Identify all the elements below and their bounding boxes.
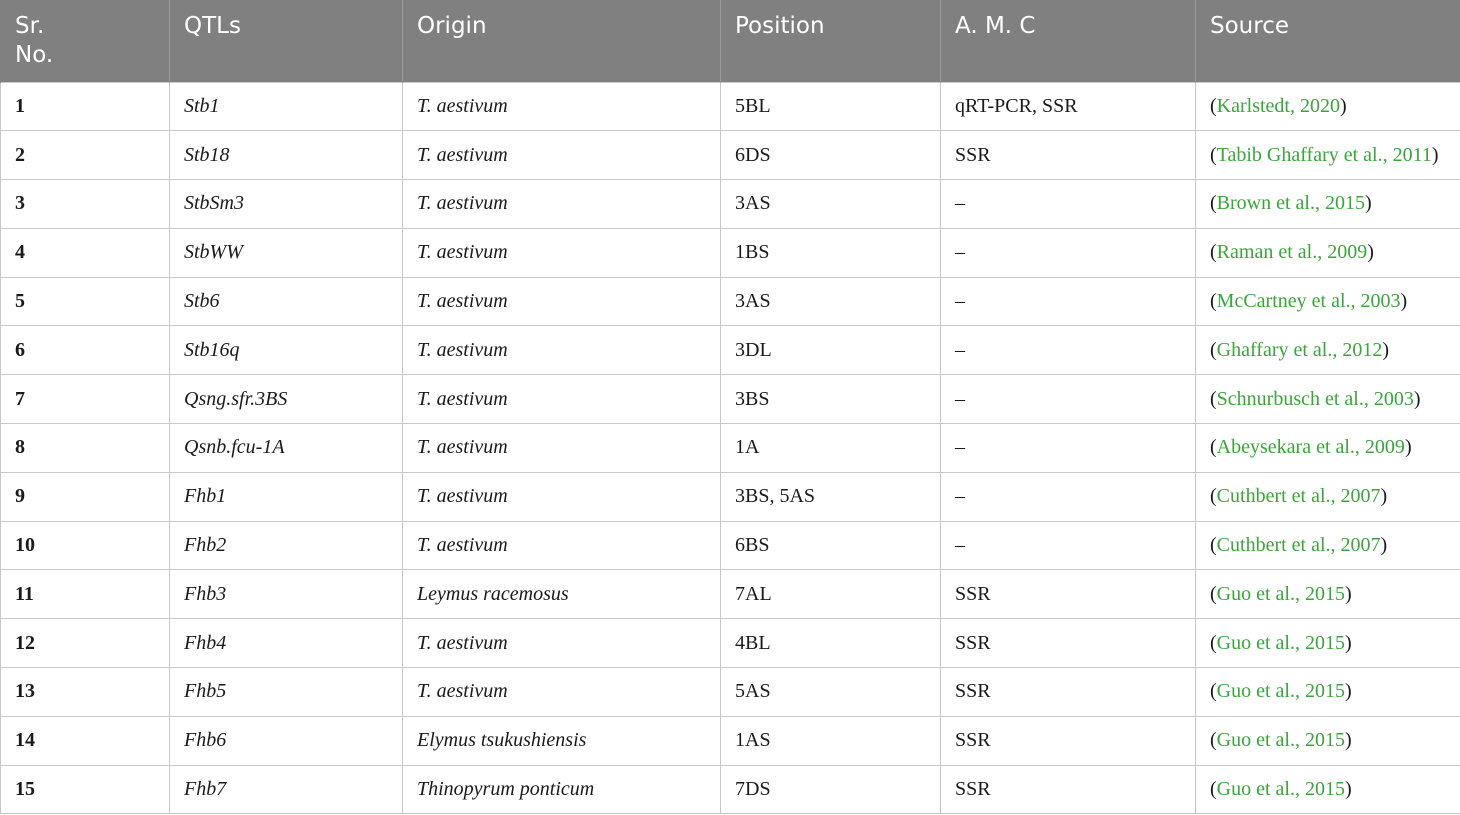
- citation-link[interactable]: McCartney et al., 2003: [1216, 290, 1401, 313]
- cell-origin: Thinopyrum ponticum: [403, 765, 721, 814]
- header-sr-line1: Sr.: [15, 13, 45, 39]
- cell-origin: T. aestivum: [403, 668, 721, 717]
- cell-sr-no: 11: [1, 570, 170, 619]
- cell-origin: T. aestivum: [403, 619, 721, 668]
- cell-qtl: Qsng.sfr.3BS: [170, 375, 403, 424]
- header-amc: A. M. C: [941, 0, 1196, 82]
- cell-source: (Guo et al., 2015): [1196, 619, 1460, 668]
- citation-link[interactable]: Guo et al., 2015: [1216, 680, 1345, 703]
- cell-qtl: Fhb5: [170, 668, 403, 717]
- cell-source: (Abeysekara et al., 2009): [1196, 424, 1460, 473]
- cell-source: (McCartney et al., 2003): [1196, 277, 1460, 326]
- cell-qtl: Fhb4: [170, 619, 403, 668]
- cell-source: (Cuthbert et al., 2007): [1196, 521, 1460, 570]
- citation-link[interactable]: Ghaffary et al., 2012: [1216, 338, 1383, 361]
- table-row: [1, 668, 1460, 717]
- table-header: [1, 0, 1460, 82]
- table-row: [1, 228, 1460, 277]
- cell-origin: T. aestivum: [403, 277, 721, 326]
- cell-sr-no: 9: [1, 472, 170, 521]
- table-row: [1, 570, 1460, 619]
- citation-link[interactable]: Brown et al., 2015: [1216, 192, 1365, 215]
- cell-origin: T. aestivum: [403, 82, 721, 131]
- cell-source: (Guo et al., 2015): [1196, 570, 1460, 619]
- cell-qtl: Stb16q: [170, 326, 403, 375]
- table-row: [1, 82, 1460, 131]
- citation-link[interactable]: Guo et al., 2015: [1216, 631, 1345, 654]
- cell-sr-no: 5: [1, 277, 170, 326]
- cell-origin: T. aestivum: [403, 131, 721, 180]
- cell-position: 7AL: [721, 570, 941, 619]
- table-row: [1, 375, 1460, 424]
- cell-amc: SSR: [941, 619, 1196, 668]
- cell-position: 3AS: [721, 277, 941, 326]
- cell-qtl: Stb6: [170, 277, 403, 326]
- table-row: [1, 326, 1460, 375]
- cell-qtl: StbSm3: [170, 180, 403, 229]
- cell-position: 4BL: [721, 619, 941, 668]
- cell-amc: –: [941, 521, 1196, 570]
- cell-amc: –: [941, 277, 1196, 326]
- cell-amc: –: [941, 472, 1196, 521]
- cell-sr-no: 10: [1, 521, 170, 570]
- cell-position: 6DS: [721, 131, 941, 180]
- table-row: [1, 424, 1460, 473]
- table-row: [1, 521, 1460, 570]
- table-row: [1, 131, 1460, 180]
- cell-source: (Guo et al., 2015): [1196, 765, 1460, 814]
- table-row: [1, 619, 1460, 668]
- cell-position: 3AS: [721, 180, 941, 229]
- cell-origin: T. aestivum: [403, 326, 721, 375]
- cell-qtl: Fhb1: [170, 472, 403, 521]
- header-qtls: QTLs: [170, 0, 403, 82]
- citation-link[interactable]: Abeysekara et al., 2009: [1216, 436, 1405, 459]
- cell-source: (Karlstedt, 2020): [1196, 82, 1460, 131]
- header-sr-no: [1, 0, 170, 82]
- header-row: [1, 0, 1460, 82]
- cell-amc: –: [941, 228, 1196, 277]
- cell-sr-no: 3: [1, 180, 170, 229]
- cell-position: 1AS: [721, 716, 941, 765]
- cell-source: (Guo et al., 2015): [1196, 716, 1460, 765]
- cell-qtl: Stb1: [170, 82, 403, 131]
- cell-origin: T. aestivum: [403, 521, 721, 570]
- cell-amc: –: [941, 375, 1196, 424]
- cell-origin: T. aestivum: [403, 228, 721, 277]
- header-origin: Origin: [403, 0, 721, 82]
- cell-qtl: Fhb2: [170, 521, 403, 570]
- table-row: [1, 472, 1460, 521]
- cell-amc: SSR: [941, 765, 1196, 814]
- cell-sr-no: 2: [1, 131, 170, 180]
- citation-link[interactable]: Guo et al., 2015: [1216, 582, 1345, 605]
- cell-source: (Guo et al., 2015): [1196, 668, 1460, 717]
- cell-qtl: Stb18: [170, 131, 403, 180]
- cell-position: 3BS, 5AS: [721, 472, 941, 521]
- citation-link[interactable]: Guo et al., 2015: [1216, 729, 1345, 752]
- cell-sr-no: 4: [1, 228, 170, 277]
- cell-sr-no: 1: [1, 82, 170, 131]
- cell-qtl: Fhb6: [170, 716, 403, 765]
- citation-link[interactable]: Schnurbusch et al., 2003: [1216, 387, 1414, 410]
- cell-amc: –: [941, 424, 1196, 473]
- cell-qtl: StbWW: [170, 228, 403, 277]
- cell-qtl: Fhb7: [170, 765, 403, 814]
- table-row: [1, 765, 1460, 814]
- cell-amc: SSR: [941, 131, 1196, 180]
- cell-source: (Ghaffary et al., 2012): [1196, 326, 1460, 375]
- citation-link[interactable]: Raman et al., 2009: [1216, 241, 1368, 264]
- cell-origin: T. aestivum: [403, 472, 721, 521]
- cell-sr-no: 14: [1, 716, 170, 765]
- cell-sr-no: 8: [1, 424, 170, 473]
- cell-position: 3BS: [721, 375, 941, 424]
- cell-sr-no: 6: [1, 326, 170, 375]
- cell-source: (Raman et al., 2009): [1196, 228, 1460, 277]
- cell-source: (Brown et al., 2015): [1196, 180, 1460, 229]
- cell-position: 5AS: [721, 668, 941, 717]
- cell-origin: Leymus racemosus: [403, 570, 721, 619]
- citation-link[interactable]: Guo et al., 2015: [1216, 778, 1345, 801]
- cell-source: (Schnurbusch et al., 2003): [1196, 375, 1460, 424]
- header-sr-line2: No.: [15, 42, 54, 68]
- citation-link[interactable]: Cuthbert et al., 2007: [1216, 485, 1381, 508]
- cell-amc: SSR: [941, 716, 1196, 765]
- cell-amc: SSR: [941, 668, 1196, 717]
- cell-sr-no: 13: [1, 668, 170, 717]
- cell-position: 6BS: [721, 521, 941, 570]
- header-position: Position: [721, 0, 941, 82]
- header-source: Source: [1196, 0, 1460, 82]
- cell-source: (Cuthbert et al., 2007): [1196, 472, 1460, 521]
- cell-amc: SSR: [941, 570, 1196, 619]
- cell-sr-no: 12: [1, 619, 170, 668]
- table-body: [1, 82, 1460, 814]
- citation-link[interactable]: Cuthbert et al., 2007: [1216, 534, 1381, 557]
- cell-position: 1A: [721, 424, 941, 473]
- cell-qtl: Fhb3: [170, 570, 403, 619]
- table-row: [1, 180, 1460, 229]
- cell-position: 7DS: [721, 765, 941, 814]
- cell-source: (Tabib Ghaffary et al., 2011): [1196, 131, 1460, 180]
- cell-qtl: Qsnb.fcu-1A: [170, 424, 403, 473]
- cell-sr-no: 7: [1, 375, 170, 424]
- cell-amc: qRT-PCR, SSR: [941, 82, 1196, 131]
- cell-origin: Elymus tsukushiensis: [403, 716, 721, 765]
- cell-sr-no: 15: [1, 765, 170, 814]
- table-row: [1, 277, 1460, 326]
- cell-amc: –: [941, 326, 1196, 375]
- table-row: [1, 716, 1460, 765]
- cell-origin: T. aestivum: [403, 375, 721, 424]
- citation-link[interactable]: Karlstedt, 2020: [1216, 94, 1340, 117]
- cell-origin: T. aestivum: [403, 180, 721, 229]
- cell-position: 1BS: [721, 228, 941, 277]
- cell-amc: –: [941, 180, 1196, 229]
- cell-position: 3DL: [721, 326, 941, 375]
- citation-link[interactable]: Tabib Ghaffary et al., 2011: [1216, 143, 1432, 166]
- cell-origin: T. aestivum: [403, 424, 721, 473]
- cell-position: 5BL: [721, 82, 941, 131]
